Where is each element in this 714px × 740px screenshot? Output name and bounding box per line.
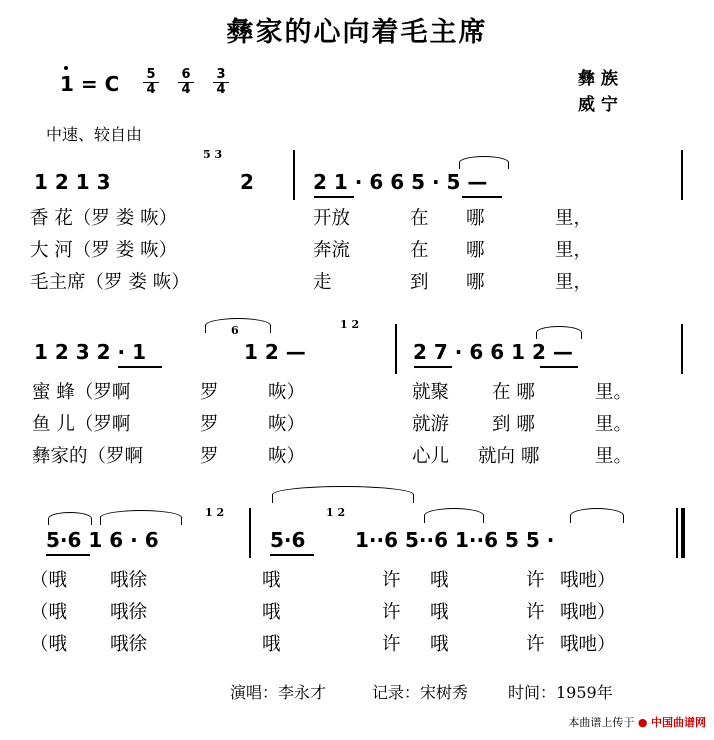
system2-lyric-1d: 就聚: [412, 382, 450, 403]
key-high-dot: [64, 66, 68, 70]
slur: [100, 510, 182, 525]
system1-lyric-2b: 奔流: [313, 240, 351, 261]
final-barline-thick: [681, 508, 685, 558]
system1-lyric-3e: 里，: [555, 272, 593, 293]
slur: [272, 486, 414, 503]
underline: [46, 554, 90, 556]
system3-lyric-3b: 哦徐: [110, 634, 148, 655]
system3-notes-c: 1··6 5··6 1··6 5 5 ·: [355, 528, 555, 552]
system2-lyric-2d: 就游: [412, 414, 450, 435]
place-credit: 威 宁: [578, 95, 618, 115]
system1-lyric-1e: 里，: [555, 208, 593, 229]
time-signature-3: $\frac{3}{4}$: [213, 68, 229, 97]
system3-lyric-2g: 哦吔）: [560, 602, 616, 623]
system3-lyric-3d: 许: [382, 634, 401, 655]
system2-lyric-1b: 罗: [200, 382, 219, 403]
slur: [459, 156, 509, 169]
system2-lyric-2b: 罗: [200, 414, 219, 435]
barline: [681, 150, 683, 200]
tempo-marking: 中速、较自由: [46, 125, 143, 144]
system2-lyric-2a: 鱼 儿（罗啊: [32, 414, 131, 435]
system1-lyric-1b: 开放: [313, 208, 351, 229]
system2-lyric-1e: 在 哪: [492, 382, 535, 403]
system3-lyric-2e: 哦: [430, 602, 449, 623]
time-signature-2: $\frac{6}{4}$: [178, 68, 194, 97]
system3-lyric-1a: （哦: [30, 570, 68, 591]
system3-lyric-3c: 哦: [262, 634, 281, 655]
system3-lyric-3e: 哦: [430, 634, 449, 655]
system1-lyric-3b: 走: [313, 272, 332, 293]
barline: [249, 508, 251, 558]
system1-lyric-3c: 到: [410, 272, 429, 293]
system2-lyric-3a: 彝家的（罗啊: [32, 446, 144, 467]
underline: [118, 366, 162, 368]
system1-notes-c: 2 1 · 6 6 5 · 5 —: [313, 170, 488, 194]
date-credit: 时间：1959年: [508, 683, 613, 702]
slur: [536, 326, 582, 339]
barline: [395, 324, 397, 374]
system3-lyric-3g: 哦吔）: [560, 634, 616, 655]
key-signature: 1 = C: [60, 72, 120, 96]
system2-notes-a: 1 2 3 2 · 1: [34, 340, 146, 364]
system1-lyric-2e: 里，: [555, 240, 593, 261]
slur: [570, 508, 624, 523]
system3-grace-a: 1 2: [205, 506, 225, 519]
system3-lyric-1b: 哦徐: [110, 570, 148, 591]
singer-credit: 演唱：李永才: [230, 683, 327, 702]
system3-grace-b: 1 2: [326, 506, 346, 519]
system3-lyric-2f: 许: [526, 602, 545, 623]
system3-lyric-1d: 许: [382, 570, 401, 591]
system3-lyric-2a: （哦: [30, 602, 68, 623]
system2-lyric-2e: 到 哪: [492, 414, 535, 435]
underline: [462, 196, 502, 198]
time-signature-1: $\frac{5}{4}$: [143, 68, 159, 97]
system2-lyric-2f: 里。: [595, 414, 633, 435]
underline: [414, 366, 452, 368]
underline: [540, 366, 578, 368]
system2-lyric-2c: 咴）: [268, 414, 306, 435]
barline: [681, 324, 683, 374]
system1-lyric-3d: 哪: [466, 272, 485, 293]
system3-lyric-1g: 哦吔）: [560, 570, 616, 591]
slur: [205, 318, 271, 333]
slur: [48, 512, 92, 525]
system3-notes-b: 5·6: [270, 528, 306, 552]
system2-lyric-3e: 就向 哪: [478, 446, 540, 467]
system1-lyric-2a: 大 河（罗 娄 咴）: [30, 240, 178, 261]
system3-lyric-3a: （哦: [30, 634, 68, 655]
system2-notes-b: 1 2 —: [244, 340, 306, 364]
underline: [270, 554, 314, 556]
system2-lyric-3b: 罗: [200, 446, 219, 467]
slur: [424, 508, 484, 523]
system3-lyric-2b: 哦徐: [110, 602, 148, 623]
system2-lyric-1a: 蜜 蜂（罗啊: [32, 382, 131, 403]
system1-lyric-3a: 毛主席（罗 娄 咴）: [30, 272, 190, 293]
system2-lyric-1f: 里。: [595, 382, 633, 403]
page-title: 彝家的心向着毛主席: [226, 17, 488, 48]
final-barline-thin: [676, 508, 678, 558]
system2-lyric-1c: 咴）: [268, 382, 306, 403]
recorder-credit: 记录：宋树秀: [372, 683, 469, 702]
system1-lyric-1a: 香 花（罗 娄 咴）: [30, 208, 178, 229]
system2-grace-a: 6: [231, 324, 239, 337]
system3-lyric-2d: 许: [382, 602, 401, 623]
site-brand[interactable]: 中国曲谱网: [651, 716, 706, 729]
system3-lyric-3f: 许: [526, 634, 545, 655]
system2-notes-c: 2 7 · 6 6 1 2 —: [413, 340, 573, 364]
underline: [314, 196, 354, 198]
system1-grace-a: 5 3: [203, 148, 223, 161]
site-logo-icon: ●: [637, 716, 648, 729]
system2-lyric-3c: 咴）: [268, 446, 306, 467]
system1-lyric-2d: 哪: [466, 240, 485, 261]
system1-notes-b: 2: [240, 170, 254, 194]
system1-lyric-2c: 在: [410, 240, 429, 261]
system3-notes-a: 5·6 1 6 · 6: [46, 528, 159, 552]
ethnic-credit: 彝 族: [578, 69, 618, 89]
barline: [293, 150, 295, 200]
system1-lyric-1c: 在: [410, 208, 429, 229]
system1-notes-a: 1 2 1 3: [34, 170, 111, 194]
system2-lyric-3f: 里。: [595, 446, 633, 467]
system1-lyric-1d: 哪: [466, 208, 485, 229]
system3-lyric-1e: 哦: [430, 570, 449, 591]
system3-lyric-1c: 哦: [262, 570, 281, 591]
site-prefix: 本曲谱上传于: [568, 716, 635, 729]
system2-grace-b: 1 2: [340, 318, 360, 331]
site-watermark[interactable]: [568, 714, 706, 730]
system2-lyric-3d: 心儿: [412, 446, 450, 467]
system3-lyric-2c: 哦: [262, 602, 281, 623]
system3-lyric-1f: 许: [526, 570, 545, 591]
